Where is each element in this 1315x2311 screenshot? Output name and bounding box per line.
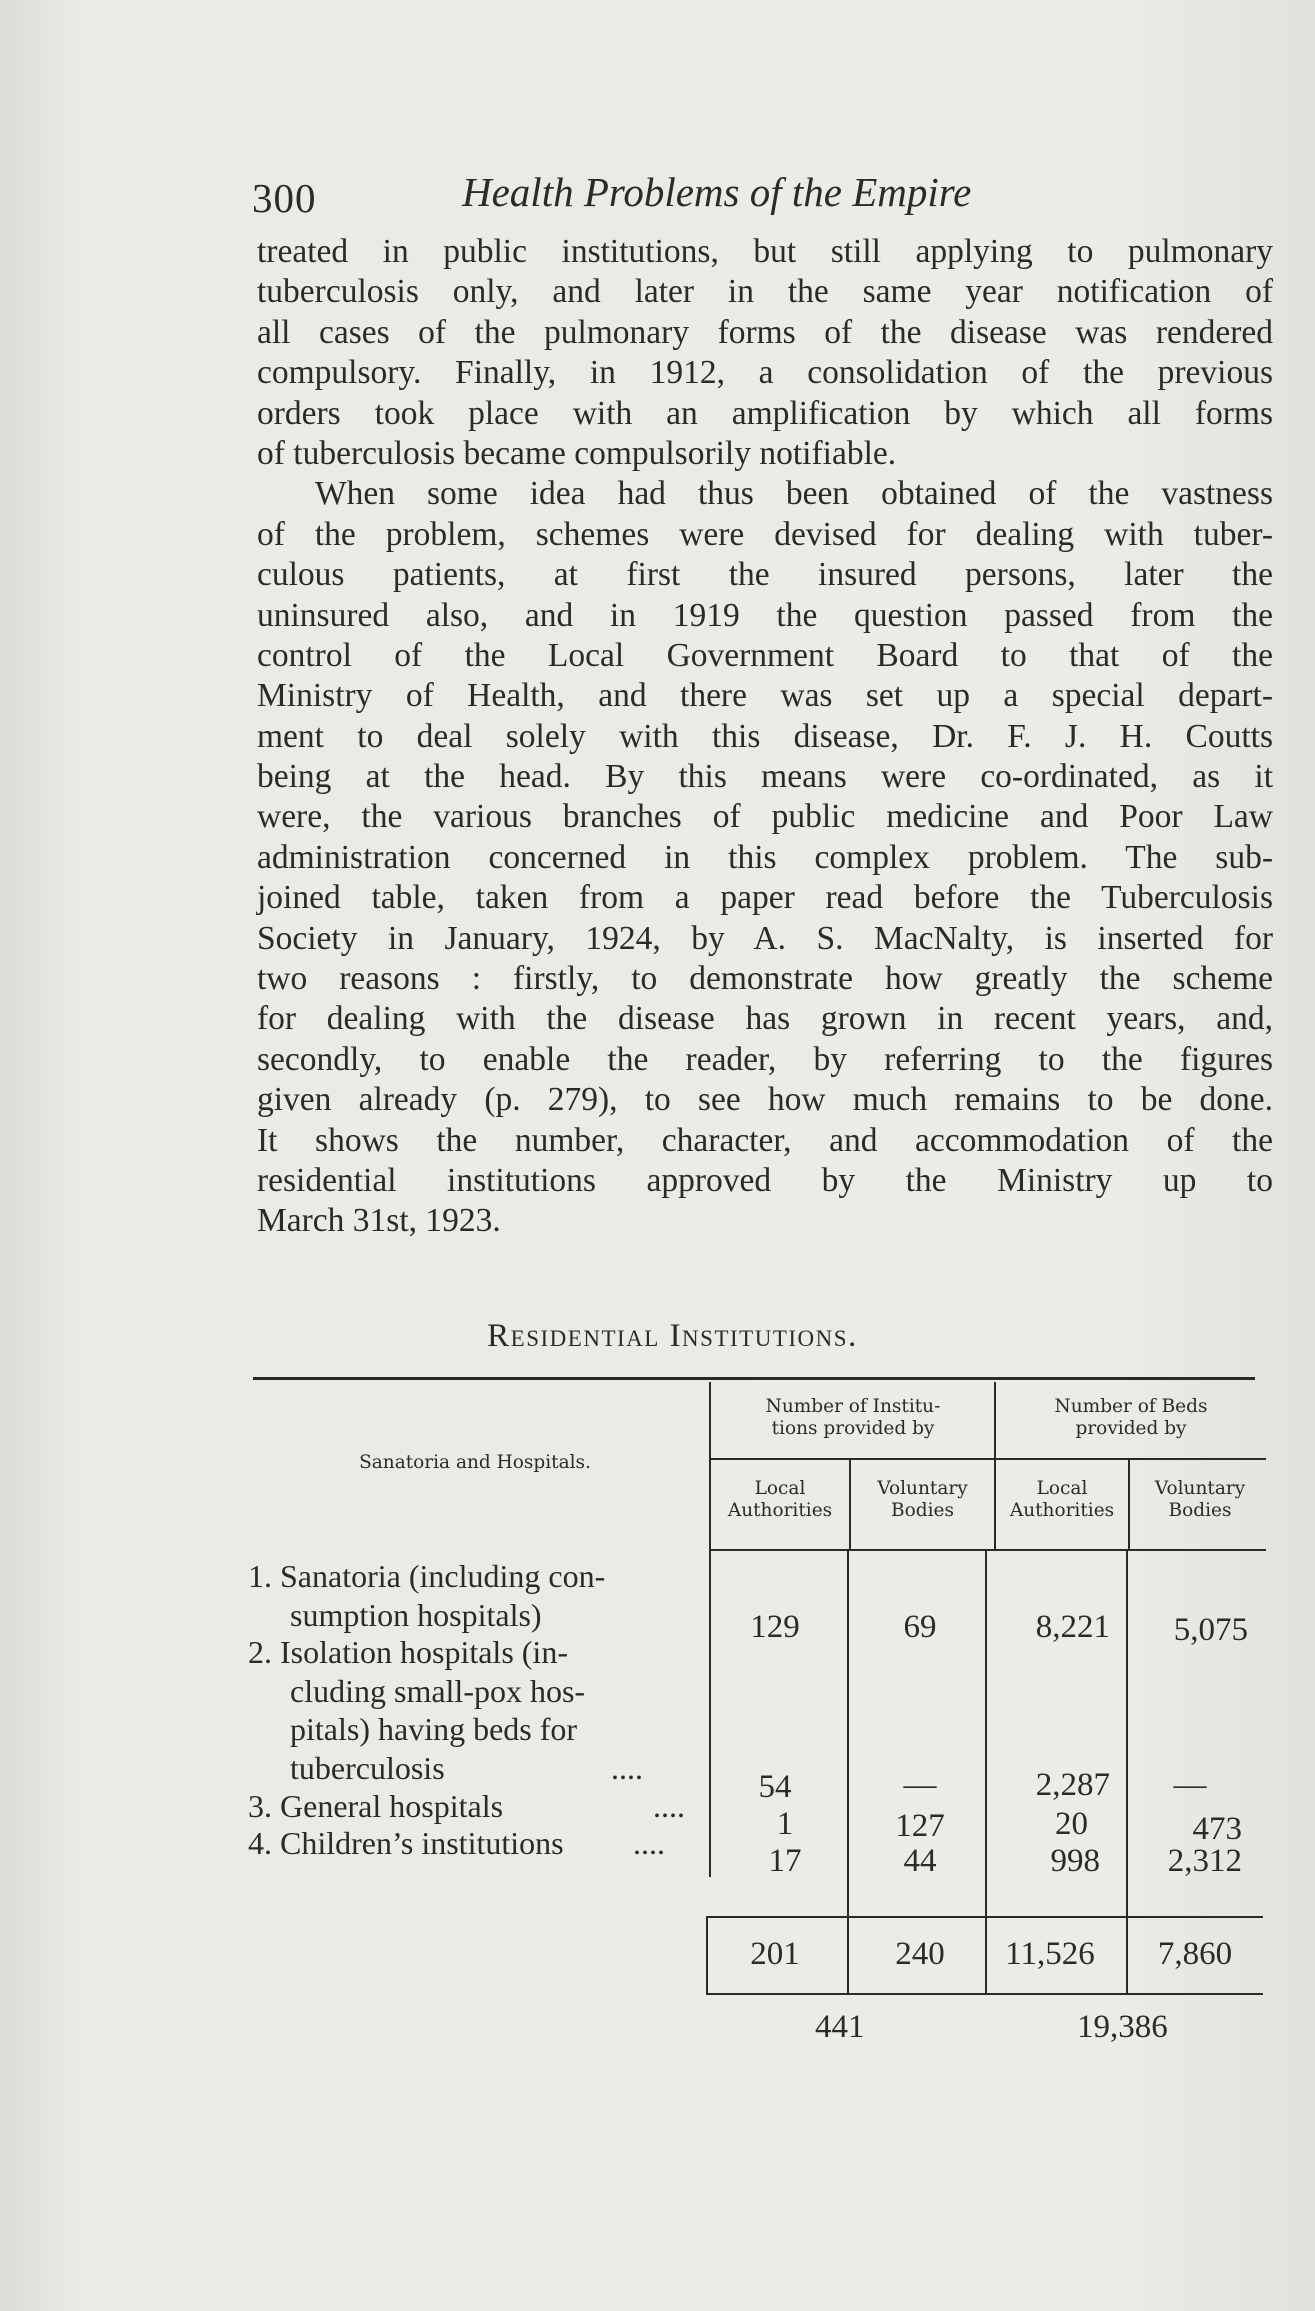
- text-line: Ministry of Health, and there was set up a special depart-: [257, 677, 1273, 715]
- text-line: for dealing with the disease has grown in recent years, and,: [257, 1000, 1273, 1038]
- text-line: all cases of the pulmonary forms of the disease was rendered: [257, 313, 1273, 351]
- rule-body-left: [709, 1551, 711, 1877]
- rule-total-bottom: [706, 1993, 1263, 1995]
- cell-beds-la: 8,221: [1035, 1609, 1110, 1645]
- text-line: When some idea had thus been obtained of the vastness: [315, 475, 1273, 513]
- rule-body-divider: [847, 1551, 849, 1995]
- row-label-childrens-institutions: 4. Children’s institutions ....: [248, 1825, 665, 1861]
- cell-inst-la: 129: [750, 1609, 800, 1645]
- rule-total-top: [706, 1916, 1263, 1918]
- cell-inst-vb: —: [903, 1767, 937, 1803]
- text-line: compulsory. Finally, in 1912, a consolidation of the previous: [257, 354, 1273, 392]
- text-line: of tuberculosis became compulsorily notifiable.: [257, 434, 897, 472]
- stub-header: Sanatoria and Hospitals.: [359, 1452, 591, 1473]
- text-line: joined table, taken from a paper read before the Tuberculosis: [257, 879, 1273, 917]
- rule-group-underline: [996, 1458, 1266, 1460]
- grand-total-beds: 19,386: [1077, 2009, 1168, 2045]
- table-top-rule: [253, 1377, 1255, 1380]
- body-text: [257, 232, 1273, 1242]
- text-line: March 31st, 1923.: [257, 1202, 501, 1240]
- cell-beds-la: 2,287: [1035, 1767, 1110, 1803]
- table-title: Residential Institutions.: [487, 1318, 858, 1354]
- cell-beds-la: 20: [1055, 1806, 1088, 1842]
- rule-header-bottom: [711, 1549, 1266, 1551]
- cell-beds-vb: —: [1173, 1767, 1207, 1803]
- cell-inst-la: 54: [758, 1769, 792, 1805]
- text-line: culous patients, at first the insured persons, later the: [257, 556, 1273, 594]
- cell-inst-vb: 127: [895, 1808, 945, 1844]
- col-header-beds-local-authorities: Local Authorities: [1009, 1478, 1115, 1521]
- text-line: It shows the number, character, and accommodation of the: [257, 1121, 1273, 1159]
- group-header-institutions: Number of Institu- tions provided by: [765, 1396, 941, 1439]
- text-line: secondly, to enable the reader, by referring to the figures: [257, 1040, 1273, 1078]
- cell-inst-vb: 69: [903, 1609, 937, 1645]
- running-head: [252, 168, 1112, 228]
- cell-inst-vb: 44: [903, 1843, 937, 1879]
- row-label-sanatoria: 1. Sanatoria (including con- sumption hospitals): [248, 1558, 606, 1633]
- rule-group-underline: [711, 1458, 994, 1460]
- text-line: tuberculosis only, and later in the same year notification of: [257, 273, 1273, 311]
- group-header-beds: Number of Beds provided by: [1054, 1396, 1208, 1439]
- cell-beds-vb: 2,312: [1167, 1843, 1242, 1879]
- text-line: uninsured also, and in 1919 the question passed from the: [257, 596, 1273, 634]
- text-line: treated in public institutions, but still applying to pulmonary: [257, 233, 1273, 270]
- rule-col-divider: [709, 1382, 711, 1551]
- text-line: were, the various branches of public medicine and Poor Law: [257, 798, 1273, 836]
- text-line: control of the Local Government Board to that of the: [257, 636, 1273, 674]
- text-line: of the problem, schemes were devised for dealing with tuber-: [257, 515, 1273, 553]
- col-header-inst-voluntary-bodies: Voluntary Bodies: [877, 1478, 968, 1521]
- total-inst-la: 201: [750, 1936, 800, 1972]
- text-line: ment to deal solely with this disease, Dr. F. J. H. Coutts: [257, 717, 1273, 755]
- cell-beds-la: 998: [1050, 1843, 1100, 1879]
- text-line: administration concerned in this complex problem. The sub-: [257, 838, 1273, 876]
- row-label-general-hospitals: 3. General hospitals ....: [248, 1788, 685, 1824]
- cell-inst-la: 17: [768, 1843, 802, 1879]
- text-line: two reasons : firstly, to demonstrate how greatly the scheme: [257, 960, 1273, 998]
- cell-beds-vb: 5,075: [1173, 1612, 1248, 1648]
- cell-beds-vb: 473: [1192, 1811, 1242, 1847]
- page-number: 300: [252, 175, 317, 221]
- total-beds-vb: 7,860: [1157, 1936, 1233, 1972]
- text-line: residential institutions approved by the Ministry up to: [257, 1161, 1273, 1199]
- total-inst-vb: 240: [895, 1936, 945, 1972]
- rule-total-left: [706, 1918, 708, 1994]
- row-label-isolation-hospitals: 2. Isolation hospitals (in- cluding small-pox hos- pitals) having beds for tuberculosis ....: [248, 1634, 643, 1786]
- text-line: being at the head. By this means were co-ordinated, as it: [257, 758, 1273, 796]
- col-header-beds-voluntary-bodies: Voluntary Bodies: [1154, 1478, 1246, 1521]
- text-line: Society in January, 1924, by A. S. MacNalty, is inserted for: [257, 919, 1273, 957]
- grand-total-institutions: 441: [815, 2009, 865, 2045]
- text-line: given already (p. 279), to see how much remains to be done.: [257, 1081, 1273, 1119]
- rule-body-divider: [985, 1551, 987, 1995]
- cell-inst-la: 1: [776, 1806, 794, 1842]
- total-beds-la: 11,526: [1005, 1936, 1095, 1972]
- col-header-inst-local-authorities: Local Authorities: [727, 1478, 833, 1521]
- running-title: Health Problems of the Empire: [462, 169, 972, 215]
- text-line: orders took place with an amplification by which all forms: [257, 394, 1273, 432]
